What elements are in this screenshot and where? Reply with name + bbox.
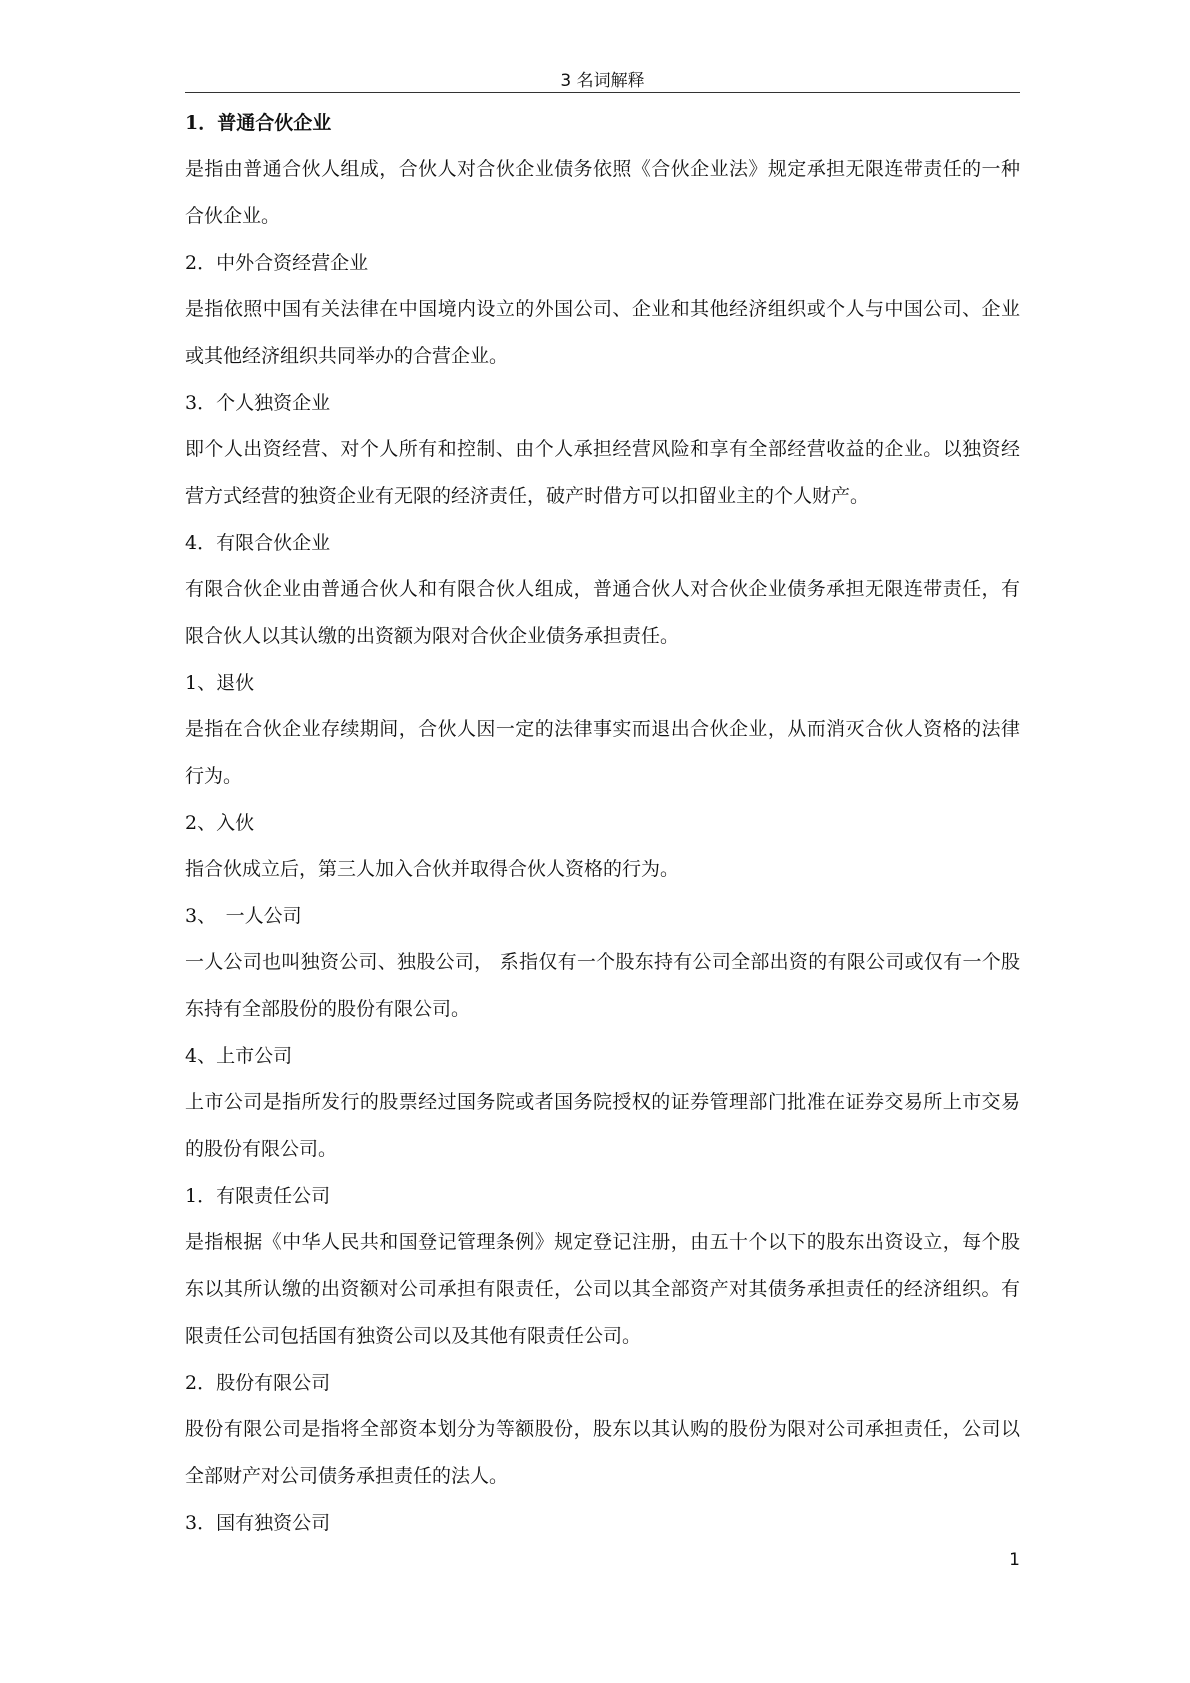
section-body: 指合伙成立后，第三人加入合伙并取得合伙人资格的行为。 <box>185 858 680 880</box>
section <box>185 1500 1020 1546</box>
page-number: 1 <box>1009 1550 1020 1570</box>
section-body: 是指由普通合伙人组成，合伙人对合伙企业债务依照《合伙企业法》规定承担无限连带责任的一种合伙企业。 <box>185 158 1020 227</box>
section <box>185 1173 1020 1360</box>
section-body: 是指在合伙企业存续期间，合伙人因一定的法律事实而退出合伙企业，从而消灭合伙人资格的法律行为。 <box>185 718 1020 787</box>
section-body: 即个人出资经营、对个人所有和控制、由个人承担经营风险和享有全部经营收益的企业。以独资经营方式经营的独资企业有无限的经济责任，破产时借方可以扣留业主的个人财产。 <box>185 438 1020 507</box>
section <box>185 520 1020 660</box>
section <box>185 1033 1020 1173</box>
section-body: 一人公司也叫独资公司、独股公司， 系指仅有一个股东持有公司全部出资的有限公司或仅有一个股东持有全部股份的股份有限公司。 <box>185 951 1020 1020</box>
section-heading: 4．有限合伙企业 <box>185 532 331 554</box>
section-heading: 1、退伙 <box>185 672 255 694</box>
section-heading: 2．股份有限公司 <box>185 1372 331 1394</box>
page-header: 3 名词解释 <box>185 70 1020 93</box>
section-body: 是指依照中国有关法律在中国境内设立的外国公司、企业和其他经济组织或个人与中国公司、企业或其他经济组织共同举办的合营企业。 <box>185 298 1020 367</box>
section-heading: 2．中外合资经营企业 <box>185 252 369 274</box>
section <box>185 660 1020 800</box>
document-body <box>185 100 1020 1546</box>
section-body: 股份有限公司是指将全部资本划分为等额股份，股东以其认购的股份为限对公司承担责任，公司以全部财产对公司债务承担责任的法人。 <box>185 1418 1020 1487</box>
section-body: 上市公司是指所发行的股票经过国务院或者国务院授权的证券管理部门批准在证券交易所上市交易的股份有限公司。 <box>185 1091 1020 1160</box>
section <box>185 1360 1020 1500</box>
section <box>185 240 1020 380</box>
section <box>185 100 1020 240</box>
section-heading: 3．个人独资企业 <box>185 392 331 414</box>
section-heading: 2、入伙 <box>185 812 255 834</box>
section-heading: 4、上市公司 <box>185 1045 293 1067</box>
section <box>185 893 1020 1033</box>
section <box>185 380 1020 520</box>
section-body: 是指根据《中华人民共和国登记管理条例》规定登记注册，由五十个以下的股东出资设立，每个股东以其所认缴的出资额对公司承担有限责任，公司以其全部资产对其债务承担责任的经济组织。有限责任公司包括国有独资公司以及其他有限责任公司。 <box>185 1231 1020 1347</box>
section-body: 有限合伙企业由普通合伙人和有限合伙人组成，普通合伙人对合伙企业债务承担无限连带责任，有限合伙人以其认缴的出资额为限对合伙企业债务承担责任。 <box>185 578 1020 647</box>
section-heading: 1．普通合伙企业 <box>185 112 332 134</box>
section-heading: 1．有限责任公司 <box>185 1185 331 1207</box>
section-heading: 3、 一人公司 <box>185 905 302 927</box>
section <box>185 800 1020 893</box>
section-heading: 3．国有独资公司 <box>185 1512 331 1534</box>
